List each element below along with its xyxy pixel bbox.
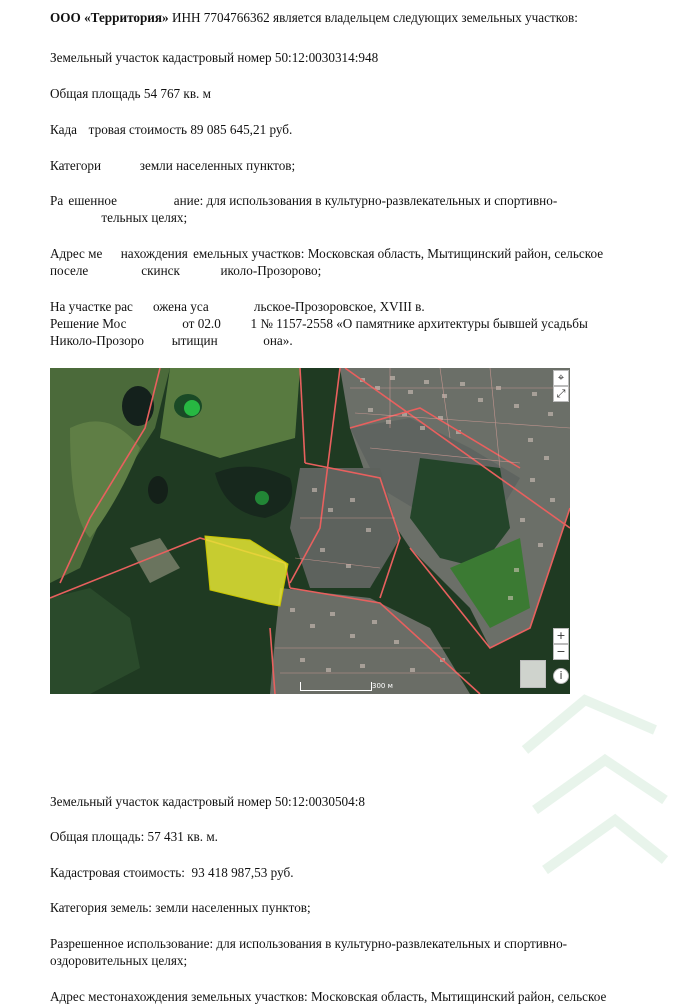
owner-line [50,9,650,26]
plot1-address-2: поселе скинск иколо-Прозорово; [50,263,322,278]
info-icon[interactable]: i [553,668,569,684]
zoom-in-icon[interactable]: + [553,628,569,644]
map-scale-label: 300 м [372,682,393,690]
plot2-usage-1: Разрешенное использование: для использования в культурно-развлекательных и спортивно- [50,936,568,951]
plot2-address-1: Адрес местонахождения земельных участков: Московская область, Мытищинский район, сельское [50,989,607,1004]
plot1-usage-1: Ра ешенное ание: для использования в культурно-развлекательных и спортивно- [50,193,558,208]
plot2-cost: Кадастровая стоимость: 93 418 987,53 руб. [50,865,294,880]
plot1-cadastral: Земельный участок кадастровый номер 50:12:0030314:948 [50,50,379,65]
owner-statement: ИНН 7704766362 является владельцем следующих земельных участков: [168,10,578,25]
plot1-area: Общая площадь 54 767 кв. м [50,86,211,101]
plot2-usage-2: оздоровительных целях; [50,953,188,968]
owner-company: ООО «Территория» [50,10,169,25]
fullscreen-icon[interactable]: ⤢ [553,386,569,402]
map-scale-bar [300,682,372,691]
plot1-heritage-1: На участке рас ожена уса льское-Прозоровское, XVIII в. [50,299,425,314]
plot1-cost: Када тровая стоимость 89 085 645,21 руб. [50,122,293,137]
map-imagery [50,368,570,694]
cadastral-map[interactable] [50,368,570,694]
plot1-heritage-3: Николо-Прозоро ытищин она». [50,333,293,348]
watermark-icon [515,690,675,880]
plot1-address-1: Адрес ме нахождения емельных участков: Московская область, Мытищинский район, сельское [50,246,604,261]
locate-icon[interactable]: ⌖ [553,370,569,386]
plot1-usage-2: тельных целях; [101,210,188,225]
zoom-out-icon[interactable]: − [553,644,569,660]
plot1-category: Категори земли населенных пунктов; [50,158,296,173]
layers-icon[interactable] [520,660,546,688]
plot2-area: Общая площадь: 57 431 кв. м. [50,829,218,844]
plot1-heritage-2: Решение Мос от 02.0 1 № 1157-2558 «О памятнике архитектуры бывшей усадьбы [50,316,588,331]
plot2-category: Категория земель: земли населенных пунктов; [50,900,311,915]
plot2-cadastral: Земельный участок кадастровый номер 50:12:0030504:8 [50,794,365,809]
